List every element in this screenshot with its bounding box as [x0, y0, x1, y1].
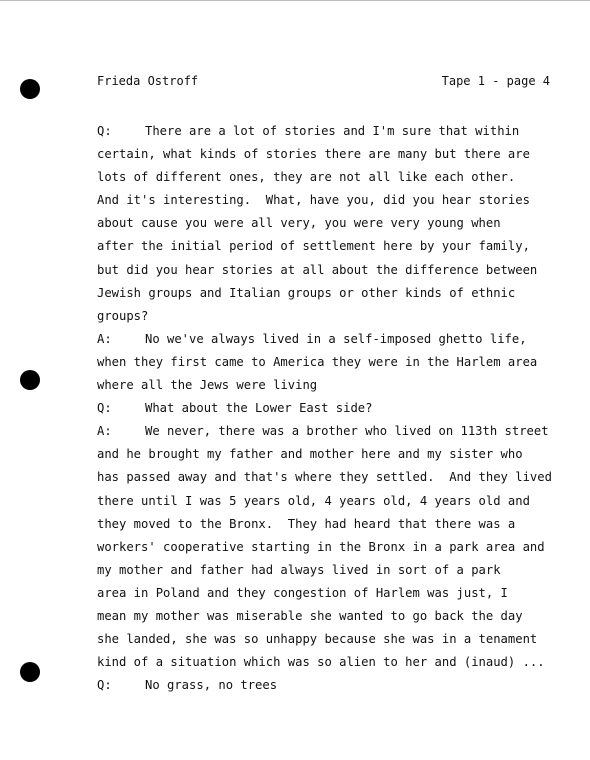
speaker-label: Q: [97, 124, 112, 138]
transcript-line [97, 605, 537, 628]
transcript-line [97, 282, 537, 305]
transcript-line [97, 328, 537, 351]
line-text: lots of different ones, they are not all like each other. [97, 170, 516, 185]
transcript-line [97, 351, 537, 374]
line-text: when they first came to America they were in the Harlem area [97, 354, 538, 369]
line-text: where all the Jews were living [97, 378, 318, 393]
speaker-label: Q: [97, 401, 112, 416]
transcript-line [97, 189, 537, 212]
line-text: No we've always lived in a self-imposed ghetto life, [145, 331, 527, 346]
transcript-line [97, 513, 537, 536]
tape-page-label: Tape 1 - page 4 [441, 74, 550, 88]
line-text: but did you hear stories at all about the difference between [97, 262, 538, 277]
punch-hole-middle [20, 370, 40, 390]
line-text: groups? [97, 308, 149, 323]
transcript-line [97, 120, 537, 143]
transcript-line [97, 582, 537, 605]
line-text: and he brought my father and mother here and my sister who [97, 447, 523, 462]
transcript-line [97, 559, 537, 582]
transcript-line [97, 397, 537, 420]
transcript-line [97, 420, 549, 443]
line-text: There are a lot of stories and I'm sure that within [145, 124, 520, 138]
transcript-line [97, 259, 537, 282]
transcript-line [97, 651, 545, 674]
line-text: kind of a situation which was so alien to her and (inaud) ... [97, 655, 545, 670]
speaker-label: A: [97, 331, 112, 346]
transcript-line [97, 166, 537, 189]
line-text: Jewish groups and Italian groups or other kinds of ethnic [97, 285, 516, 300]
line-text: my mother and father had always lived in sort of a park [97, 562, 501, 577]
punch-hole-bottom [20, 662, 40, 682]
line-text: she landed, she was so unhappy because she was in a tenament [97, 632, 538, 647]
transcript-line [97, 235, 537, 258]
scan-top-edge [0, 0, 590, 1]
transcript-line [97, 490, 537, 513]
transcript-line [97, 443, 537, 466]
line-text: there until I was 5 years old, 4 years old, 4 years old and [97, 493, 530, 508]
line-text: certain, what kinds of stories there are many but there are [97, 147, 530, 162]
transcript-line [97, 466, 552, 489]
transcript-line [97, 536, 545, 559]
line-text: What about the Lower East side? [145, 401, 373, 416]
transcript-line [97, 305, 537, 328]
speaker-label: Q: [97, 678, 112, 693]
transcript-body [97, 120, 552, 697]
line-text: they moved to the Bronx. They had heard that there was a [97, 516, 516, 531]
line-text: area in Poland and they congestion of Harlem was just, I [97, 585, 508, 600]
transcript-line [97, 212, 537, 235]
line-text: has passed away and that's where they settled. And they lived [97, 470, 552, 485]
transcript-line [97, 143, 537, 166]
line-text: No grass, no trees [145, 678, 278, 693]
interviewee-name: Frieda Ostroff [97, 74, 199, 88]
line-text: after the initial period of settlement here by your family, [97, 239, 530, 254]
line-text: workers' cooperative starting in the Bronx in a park area and [97, 539, 545, 554]
punch-hole-top [20, 79, 40, 99]
speaker-label: A: [97, 424, 112, 439]
transcript-line [97, 374, 537, 397]
line-text: mean my mother was miserable she wanted to go back the day [97, 608, 523, 623]
transcript-line [97, 674, 537, 697]
line-text: We never, there was a brother who lived on 113th street [145, 424, 549, 439]
transcript-line [97, 628, 537, 651]
line-text: And it's interesting. What, have you, did you hear stories [97, 193, 530, 208]
line-text: about cause you were all very, you were very young when [97, 216, 501, 231]
